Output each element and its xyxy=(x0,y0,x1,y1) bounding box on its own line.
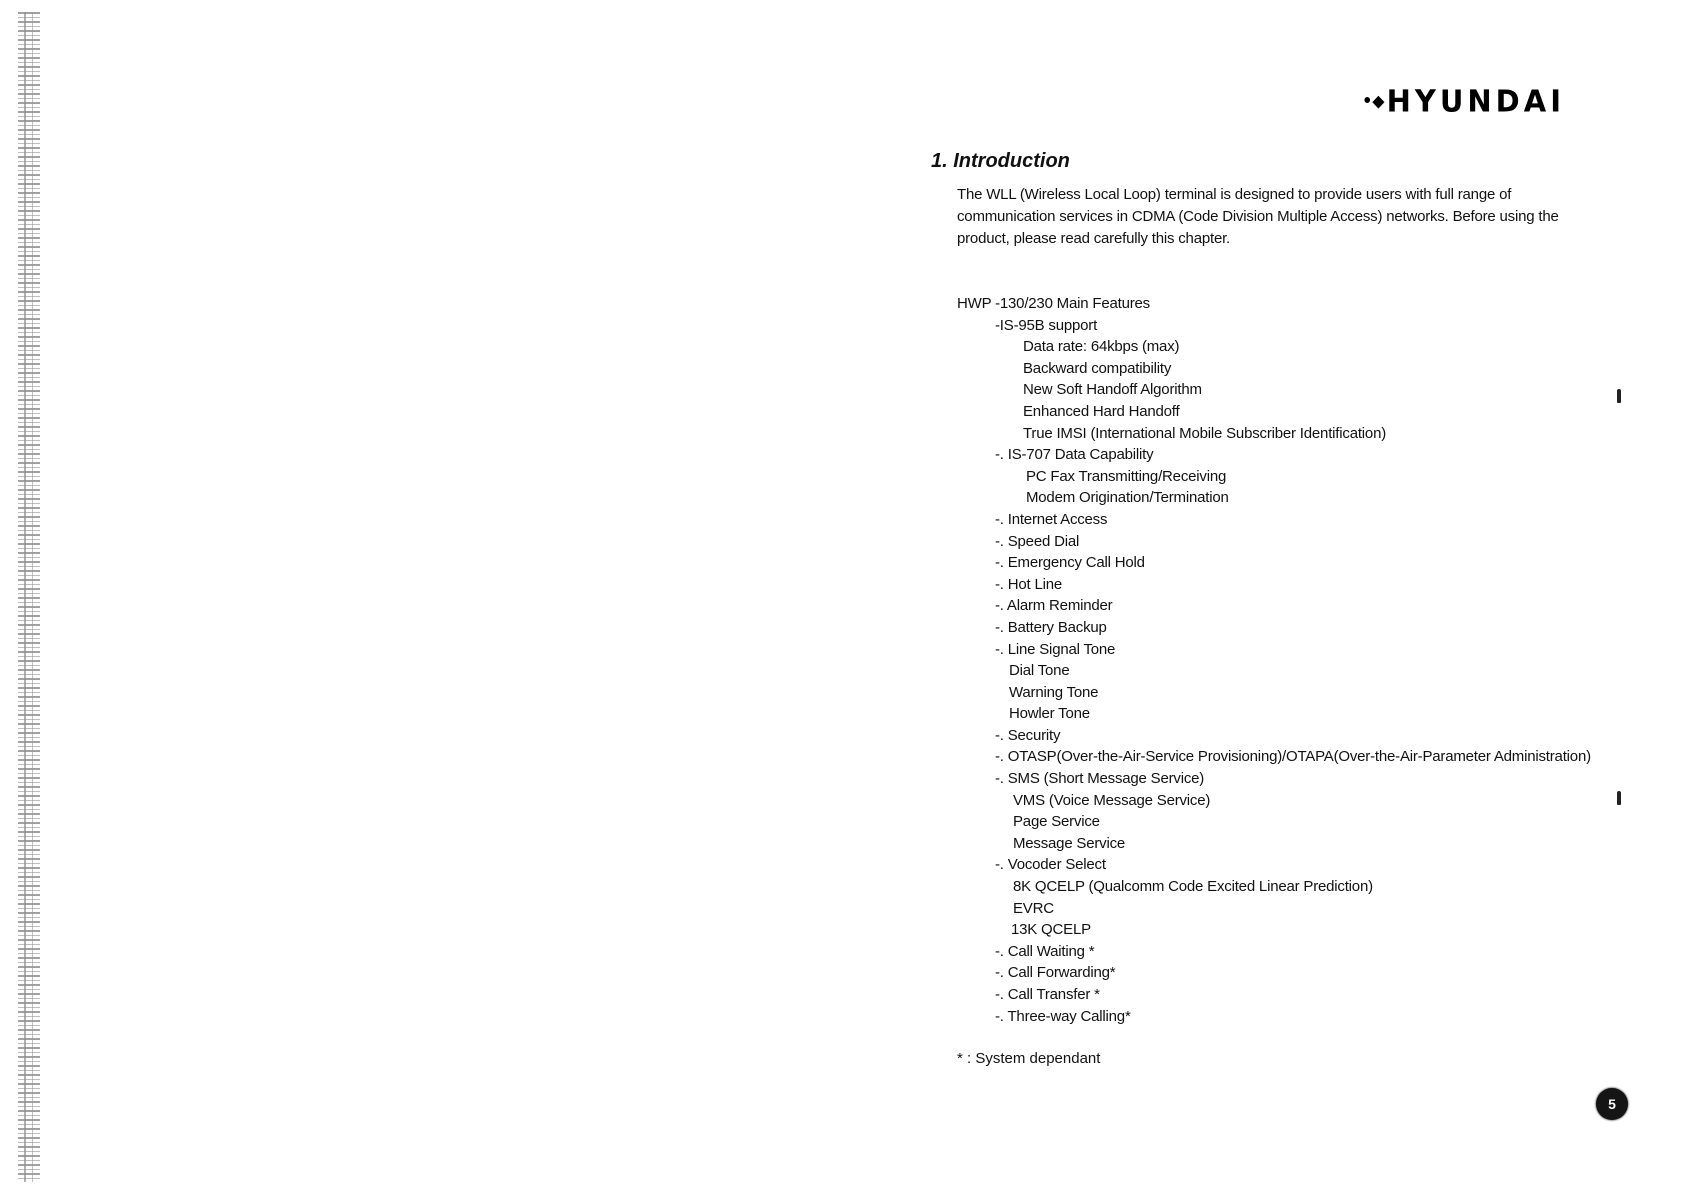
feature-item: -. Battery Backup xyxy=(995,618,1107,636)
margin-mark xyxy=(1617,791,1621,805)
page-number-badge: 5 xyxy=(1596,1088,1628,1120)
feature-item: Page Service xyxy=(1013,813,1100,831)
feature-item: 13K QCELP xyxy=(1011,921,1091,939)
margin-mark xyxy=(1617,389,1621,403)
feature-item: PC Fax Transmitting/Receiving xyxy=(1026,467,1227,485)
feature-item: -. Three-way Calling* xyxy=(995,1007,1131,1025)
feature-item: New Soft Handoff Algorithm xyxy=(1023,381,1202,399)
feature-item: 8K QCELP (Qualcomm Code Excited Linear Prediction) xyxy=(1013,878,1373,896)
feature-item: -. Emergency Call Hold xyxy=(995,554,1145,572)
logo-mark-icon: •◆ xyxy=(1362,90,1385,111)
intro-paragraph: The WLL (Wireless Local Loop) terminal is designed to provide users with full range of communication services in CDMA (Code Division Multiple Access) networks. Before using the product, please read carefully this chapter. xyxy=(957,186,1559,247)
feature-item: Howler Tone xyxy=(1009,705,1090,723)
feature-item: Warning Tone xyxy=(1009,683,1099,701)
feature-item: -. Call Transfer * xyxy=(995,986,1100,1003)
feature-item: Backward compatibility xyxy=(1023,359,1172,377)
feature-item: -. SMS (Short Message Service) xyxy=(995,770,1205,788)
feature-item: EVRC xyxy=(1013,899,1054,917)
features-title: HWP -130/230 Main Features xyxy=(957,295,1150,312)
feature-item: -IS-95B support xyxy=(995,316,1098,334)
feature-item: -. Speed Dial xyxy=(995,532,1080,550)
footnote: * : System dependant xyxy=(957,1050,1101,1067)
feature-item: True IMSI (International Mobile Subscriber Identification) xyxy=(1023,424,1387,442)
section-heading: 1. Introduction xyxy=(931,150,1070,172)
feature-item: Dial Tone xyxy=(1009,662,1070,680)
logo-text: HYUNDAI xyxy=(1386,83,1565,119)
hyundai-logo xyxy=(1362,83,1565,119)
feature-item: -. Security xyxy=(995,726,1061,744)
feature-item: Data rate: 64kbps (max) xyxy=(1023,338,1180,356)
feature-item: Enhanced Hard Handoff xyxy=(1023,402,1180,420)
feature-item: -. Vocoder Select xyxy=(995,856,1106,874)
binding-edge xyxy=(18,12,40,1182)
feature-item: Message Service xyxy=(1013,834,1126,852)
feature-item: -. Hot Line xyxy=(995,575,1062,593)
feature-item: -. OTASP(Over-the-Air-Service Provisioning)/OTAPA(Over-the-Air-Parameter Administration) xyxy=(995,748,1591,766)
feature-item: -. Call Waiting * xyxy=(995,942,1095,960)
feature-item: -. Alarm Reminder xyxy=(995,597,1113,615)
feature-item: -. Internet Access xyxy=(995,510,1108,528)
feature-item: -. Call Forwarding* xyxy=(995,964,1116,982)
feature-item: -. Line Signal Tone xyxy=(995,640,1116,658)
feature-item: VMS (Voice Message Service) xyxy=(1013,791,1211,809)
feature-item: -. IS-707 Data Capability xyxy=(995,446,1154,464)
feature-list xyxy=(957,293,1591,1027)
feature-item: Modem Origination/Termination xyxy=(1026,489,1229,507)
